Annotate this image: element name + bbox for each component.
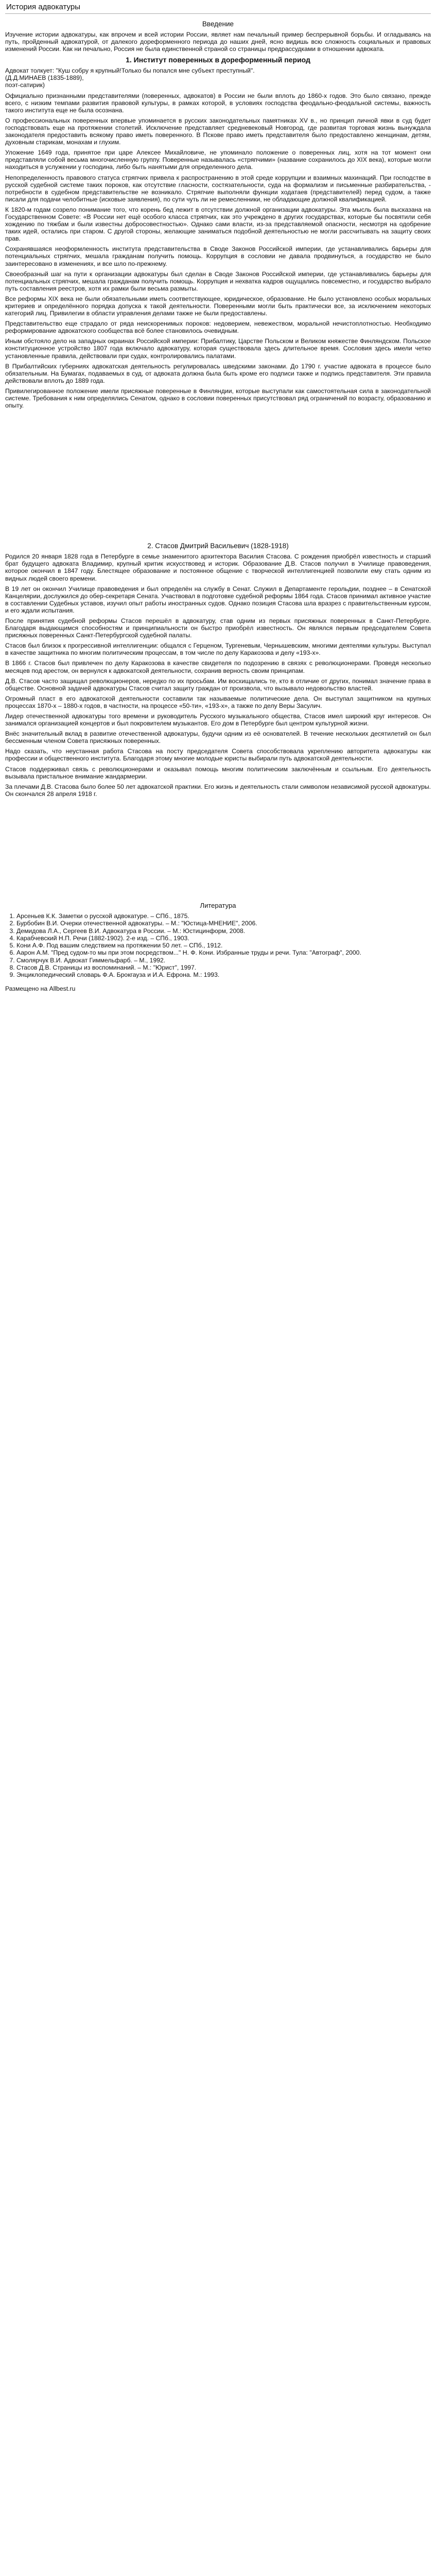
reference-item: 2. Бурбобин В.И. Очерки отечественной адвокатуры. – М.: "Юстица-МНЕНИЕ", 2006. [16, 920, 431, 927]
intro-section [5, 31, 431, 53]
chapter2-paragraph: За плечами Д.В. Стасова было более 50 лет адвокатской практики. Его жизнь и деятельность стали символом независимой русской адвокатуры. Он скончался 28 апреля 1918 г. [5, 783, 431, 798]
chapter2-paragraph: Огромный пласт в его адвокатской деятельности составили так называемые политические дела. Он выступал защитником на крупных процессах 1870-х – 1880-х годов, в частности, на процессе «50-ти», «193-х», а также по делу Веры Засулич. [5, 694, 431, 709]
site-title: История адвокатуры [5, 1, 431, 14]
chapter1-heading: 1. Институт поверенных в дореформенный период [126, 56, 310, 64]
chapter1-body [5, 92, 431, 410]
reference-item: 3. Демидова Л.А., Сергеев В.И. Адвокатура в России. – М.: Юстицинформ, 2008. [16, 927, 431, 935]
blank-space [5, 412, 431, 536]
references-heading: Литература [200, 901, 236, 909]
footer [5, 985, 431, 992]
reference-item: 9. Энциклопедический словарь Ф.А. Брокгауза и И.А. Ефрона. М.: 1993. [16, 971, 431, 978]
chapter1-paragraph: В Прибалтийских губерниях адвокатская деятельность регулировалась шведскими законами. До 1790 г. участие адвоката в процессе было обязательным. На Бумагах, подаваемых в суд, от адвоката должна была быть кроме его подписи также и подпись представителя. Эти правила действовали вплоть до 1889 года. [5, 362, 431, 384]
chapter1-paragraph: Своеобразный шаг на пути к организации адвокатуры был сделан в Своде Законов Российской империи, где устанавливались барьеры для потенциальных стряпчих, мешала гражданам получить помощь. Коррупция и нехватка кадров ощущались повсеместно, и государство выбрало путь составления реестров, хотя их рамки были весьма размыты. [5, 270, 431, 292]
chapter1-paragraph: Сохранявшаяся неоформленность института представительства в Своде Законов Российской империи, где устанавливались барьеры для потенциальных стряпчих, мешала гражданам получить помощь. Коррупция в сословии не давала продвинуться, а государство не было заинтересовано в изменениях, и все шло по-прежнему. [5, 245, 431, 267]
reference-item: 4. Карабчевский Н.П. Речи (1882-1902). 2-е изд. – СПб., 1903. [16, 935, 431, 942]
chapter2-paragraph: Стасов был близок к прогрессивной интеллигенции: общался с Герценом, Тургеневым, Чернышевским, многими деятелями культуры. Выступал в качестве защитника по многим политическим процессам, в том числе по делу Каракозова и делу «193-х». [5, 642, 431, 657]
chapter2-paragraph: Лидер отечественной адвокатуры того времени и руководитель Русского музыкального общества, Стасов имел широкий круг интересов. Он занимался организацией концертов и был покровителем музыкантов. Его дом в Петербурге был центром культурной жизни. [5, 713, 431, 727]
epigraph: Адвокат толкует: "Куш собру я крупный!Только бы попался мне субъект преступный". (Д.Д.МИНАЕВ (1835-1889), поэт-сатирик) [5, 67, 255, 89]
chapter2-paragraph: Стасов поддерживал связь с революционерами и оказывал помощь многим политическим заключённым и ссыльным. Его деятельность вызывала пристальное внимание жандармерии. [5, 765, 431, 780]
chapter1-paragraph: Все реформы XIX века не были обязательными иметь соответствующее, юридическое, образование. Не было установлено особых моральных критериев и определённого порядка допуска к такой деятельности. Поверенными могли быть практически все, за исключением некоторых категорий лиц. Привилегии в области управления делами также не были предоставлены. [5, 295, 431, 317]
blank-space-2 [5, 801, 431, 899]
footer-link[interactable]: Размещено на Allbest.ru [5, 985, 76, 992]
chapter1-paragraph: К 1820-м годам созрело понимание того, что корень бед лежит в отсутствии должной организации адвокатуры. Эта мысль была высказана на Государственном Совете: «В России нет ещё особого класса стряпчих, как это учреждено в других государствах, которые бы посвятили себя хождению по тяжбам и были известны добросовестностью». Однако сами власти, из-за представляемой опасности, несмотря на одобрение таких идей, остались при старом. С другой стороны, желающие заниматься подобной деятельностью не могли рассчитывать на защиту своих прав. [5, 206, 431, 243]
chapter1-paragraph: Непопределенность правового статуса стряпчих привела к распространению в этой среде коррупции и взаимных махинаций. При господстве в русской судебной системе таких пороков, как отсутствие гласности, состязательности, суда на формализм и письменные разбирательства, - потребности в судебном представительстве не возникало. Стряпчие выполняли функции ходатаев (представителей) перед судом, а также писали для подачи челобитные (исковые заявления), по сути чуть ли не ремесленники, не обладающие должной квалификацией. [5, 174, 431, 203]
chapter2-paragraph: Внёс значительный вклад в развитие отечественной адвокатуры, будучи одним из её основателей. В течение нескольких десятилетий он был бессменным членом Совета присяжных поверенных. [5, 730, 431, 745]
chapter2-paragraph: В 19 лет он окончил Училище правоведения и был определён на службу в Сенат. Служил в Департаменте герольдии, позднее – в Сенатской Канцелярии, дослужился до обер-секретаря Сената. Участвовал в подготовке судебной реформы 1864 года. Стасов принимал активное участие в составлении Судебных уставов, изучил опыт работы иностранных судов. Однако позиция Стасова шла вразрез с правительственным курсом, и его ждали испытания. [5, 585, 431, 614]
intro-paragraph: Изучение истории адвокатуры, как впрочем и всей истории России, являет нам печальный пример беспрерывной борьбы. И огладываясь на путь, пройденный адвокатурой, от далекого дореформенного периода до наших дней, ясно видишь всю сложность социальных и правовых изменений России. Как ни печально, Россия не была единственной страной со страницы предрассудками в отношении адвоката. [5, 31, 431, 53]
chapter1-paragraph: О профессиональных поверенных впервые упоминается в русских законодательных памятниках XV в., но принцип личной явки в суд будет господствовать еще на протяжении столетий. Исключение представляет средневековый Новгород, где развитая торговая жизнь вынуждала законодателя предоставить всякому право иметь поверенного. В Пскове право иметь представителя было предоставлено женщинам, детям, духовным старикам, монахам и глухим. [5, 116, 431, 146]
reference-item: 8. Стасов Д.В. Страницы из воспоминаний. – М.: "Юрист", 1997. [16, 964, 431, 971]
chapter2-paragraph: В 1866 г. Стасов был привлечен по делу Каракозова в качестве свидетеля по подозрению в связях с революционерами. Проведя несколько месяцев под арестом, он вернулся к адвокатской деятельности, сохранив верность своим принципам. [5, 659, 431, 674]
reference-item: 6. Аарон А.М. "Пред судом-то мы при этом посредством..." Н. Ф. Кони. Избранные труды и речи. Тула: "Автограф", 2000. [16, 949, 431, 956]
chapter2-body [5, 553, 431, 798]
chapter1-paragraph: Иным обстояло дело на западных окраинах Российской империи: Прибалтику, Царстве Польском и Великом княжестве Финляндском. Польское конституционное устройство 1807 года включало адвокатуру, которая существовала здесь длительное время. Сословия здесь имели четко установленные правила, действовали при судах, контролировались палатами. [5, 337, 431, 360]
chapter2-heading: 2. Стасов Дмитрий Васильевич (1828-1918) [147, 542, 289, 550]
chapter1-paragraph: Уложение 1649 года, принятое при царе Алексее Михайловиче, не упоминало положение о поверенных лиц, хотя на тот момент они представляли собой весьма многочисленную группу. Поверенные называлась «стряпчими» (название сохранилось до XIX века), которые могли находиться в услужении у господина, либо быть нанятыми для определенного дела. [5, 149, 431, 171]
chapter2-paragraph: Надо сказать, что неустанная работа Стасова на посту председателя Совета способствовала укреплению авторитета адвокатуры как профессии и общественного института. Благодаря этому многие молодые юристы выбирали путь адвокатской деятельности. [5, 748, 431, 762]
reference-item: 1. Арсеньев К.К. Заметки о русской адвокатуре. – СПб., 1875. [16, 912, 431, 920]
chapter2-paragraph: После принятия судебной реформы Стасов перешёл в адвокатуру, став одним из первых присяжных поверенных в Санкт-Петербурге. Благодаря выдающимся способностям и принципиальности он быстро приобрёл известность. Он являлся первым председателем Совета присяжных поверенных Санкт-Петербургской судебной палаты. [5, 617, 431, 639]
intro-heading: Введение [202, 20, 234, 28]
reference-item: 5. Кони А.Ф. Под вашим следствием на протяжении 50 лет. – СПб., 1912. [16, 942, 431, 949]
chapter2-paragraph: Д.В. Стасов часто защищал революционеров, нередко по их просьбам. Им восхищались те, кто в отличие от других, понимал значение права в обществе. Основной задачей адвокатуры Стасов считал защиту граждан от произвола, что вызывало недовольство властей. [5, 677, 431, 692]
chapter1-paragraph: Привилегированное положение имели присяжные поверенные в Финляндии, которые выступали как самостоятельная сила в законодательной системе. Требования к ним определялись Сенатом, однако в сословии поверенных присутствовал ряд ограничений по возрасту, образованию и опыту. [5, 387, 431, 410]
chapter1-paragraph: Официально признанными представителями (поверенных, адвокатов) в России не были вплоть до 1860-х годов. Это было связано, прежде всего, с низким темпами развития правовой культуры, в рамках которой, в условиях господства феодально-феодальной системы, важность такого института еще не была осознана. [5, 92, 431, 114]
chapter2-paragraph: Родился 20 января 1828 года в Петербурге в семье знаменитого архитектора Василия Стасова. С рождения приобрёл известность и старший брат будущего адвоката Владимир, крупный критик искусствовед и историк. Образование Д.В. Стасов получил в Училище правоведения, которое окончил в 1847 году. Блестящее образование и постоянное общение с творческой интеллигенцией позволили ему стать одним из видных людей своего времени. [5, 553, 431, 582]
reference-item: 7. Смолярчук В.И. Адвокат Гиммельфарб. – М., 1992. [16, 957, 431, 964]
references-list [5, 912, 431, 979]
chapter1-paragraph: Представительство еще страдало от ряда неискоренимых пороков: недоверием, невежеством, моральной нечистоплотностью. Необходимо реформирование адвокатского сообщества всё более становилось очевидным. [5, 320, 431, 335]
